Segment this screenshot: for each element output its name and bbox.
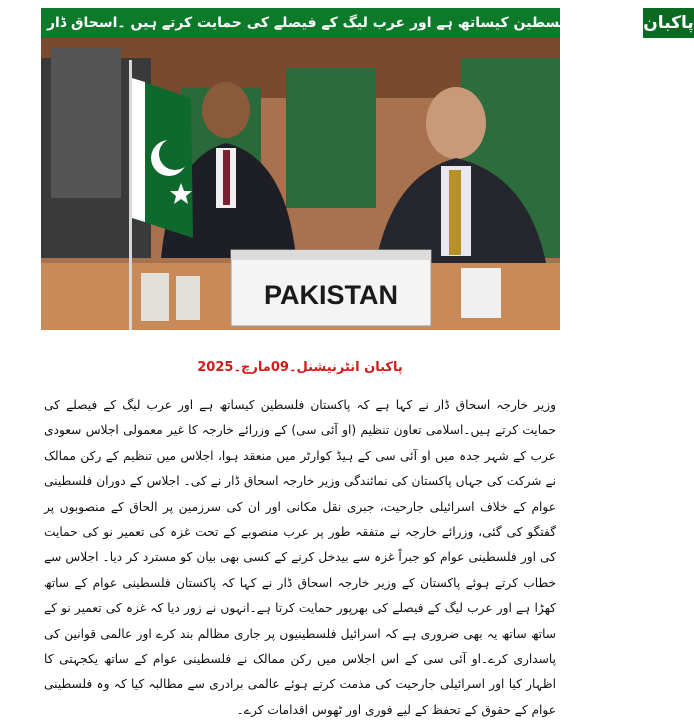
- name-placard: PAKISTAN: [264, 280, 398, 310]
- dateline: پاکبان انٹرنیشنل۔09مارچ۔2025: [197, 360, 403, 375]
- headline: پاکستان فلسطین کیساتھ ہے اور عرب لیگ کے فیصلے کی حمایت کرتے ہیں ۔اسحاق ڈار: [47, 15, 636, 31]
- news-photo: [41, 38, 560, 330]
- brand-logo: پاکبان: [641, 8, 694, 38]
- article-body: [44, 393, 556, 723]
- news-header-bar: [41, 8, 694, 38]
- article-paragraph: وزیر خارجہ اسحاق ڈار نے کہا ہے کہ پاکستان فلسطین کیساتھ ہے اور عرب لیگ کے فیصلے کی حمایت کرتے ہیں۔اسلامی تعاون تنظیم (او آئی سی) کے وزرائے خارجہ کا غیر معمولی اجلاس سعودی عرب کے شہر جدہ میں او آئی سی کے ہیڈ کوارٹر میں منعقد ہوا، اجلاس میں تنظیم کے رکن ممالک نے شرکت کی جہاں پاکستان کی نمائندگی وزیر خارجہ اسحاق ڈار نے کی۔ اجلاس کے دوران فلسطینی عوام کے خلاف اسرائیلی جارحیت، جبری نقل مکانی اور ان کی سرزمین پر الحاق کے منصوبوں پر گفتگو کی گئی، وزرائے خارجہ نے متفقہ طور پر عرب منصوبے کے تحت غزہ کی تعمیر نو کی حمایت کی اور فلسطینی عوام کو جبراً غزہ سے بیدخل کرنے کے کسی بھی بیان کو مسترد کر دیا۔ اجلاس سے خطاب کرتے ہوئے پاکستان کے وزیر خارجہ اسحاق ڈار نے کہا کہ پاکستان فلسطینی عوام کے ساتھ کھڑا ہے اور عرب لیگ کے فیصلے کی بھرپور حمایت کرتا ہے۔انہوں نے زور دیا کہ غزہ کی تعمیر نو کے ساتھ ساتھ یہ بھی ضروری ہے کہ اسرائیل فلسطینیوں پر جاری مظالم بند کرے اور عالمی قوانین کی پاسداری کرے۔او آئی سی کے اس اجلاس میں رکن ممالک نے فلسطینی عوام کے ساتھ یکجہتی کا اظہار کیا اور اسرائیلی جارحیت کی مذمت کرتے ہوئے عالمی برادری سے مطالبہ کیا کہ وہ فلسطینی عوام کے حقوق کے تحفظ کے لیے فوری اور ٹھوس اقدامات کرے۔: [44, 398, 556, 717]
